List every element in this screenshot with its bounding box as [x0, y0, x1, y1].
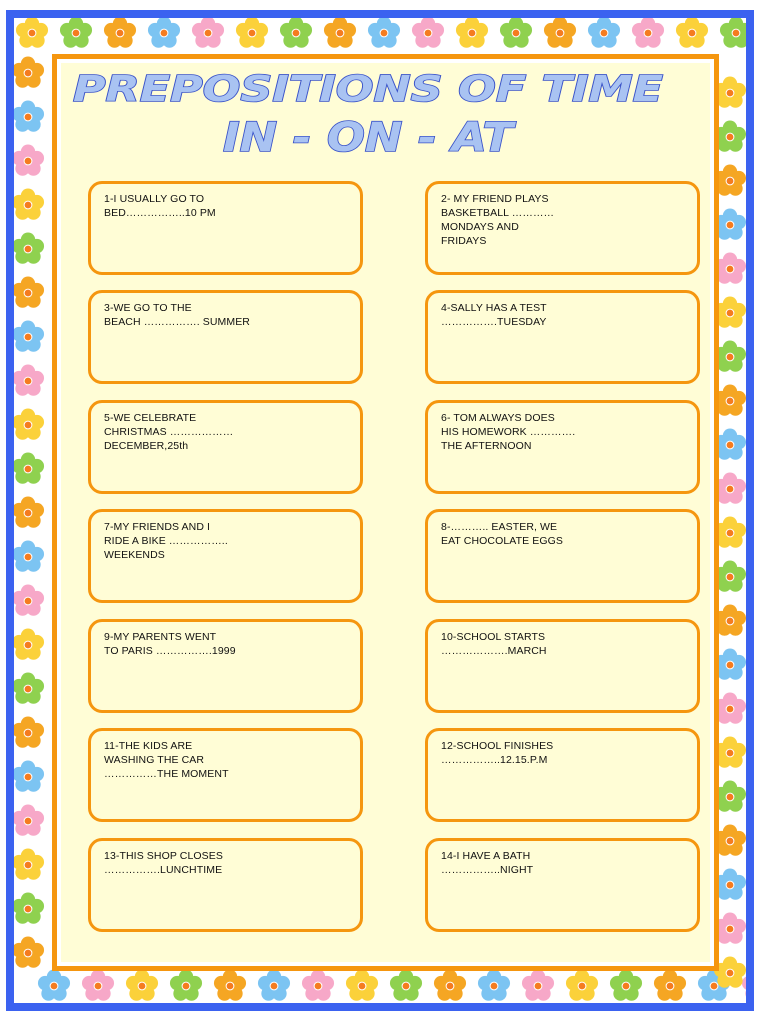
flower-icon — [14, 189, 44, 220]
flower-icon — [14, 409, 44, 440]
flower-icon — [14, 57, 44, 88]
flower-icon — [14, 453, 44, 484]
flower-icon — [390, 970, 422, 1001]
flower-icon — [170, 970, 202, 1001]
flower-icon — [368, 18, 400, 48]
exercise-card-14 — [425, 838, 700, 932]
flower-icon — [14, 321, 44, 352]
exercise-card-6 — [425, 400, 700, 494]
flower-icon — [14, 717, 44, 748]
exercise-text-2: 2- MY FRIEND PLAYS BASKETBALL ………… MONDAYS AND FRIDAYS — [441, 193, 555, 247]
flower-icon — [14, 497, 44, 528]
flower-icon — [456, 18, 488, 48]
flower-icon — [566, 970, 598, 1001]
exercise-text-6: 6- TOM ALWAYS DOES HIS HOMEWORK …………. THE AFTERNOON — [441, 412, 576, 452]
exercise-text-9: 9-MY PARENTS WENT TO PARIS …………….1999 — [104, 631, 236, 657]
exercise-card-7 — [88, 509, 363, 603]
exercise-text-3: 3-WE GO TO THE BEACH ……………. SUMMER — [104, 302, 250, 328]
flower-icon — [236, 18, 268, 48]
flower-icon — [14, 629, 44, 660]
exercise-card-9 — [88, 619, 363, 713]
exercise-text-11: 11-THE KIDS ARE WASHING THE CAR ……………THE MOMENT — [104, 740, 229, 780]
flower-icon — [214, 970, 246, 1001]
flower-icon — [632, 18, 664, 48]
flower-icon — [478, 970, 510, 1001]
exercise-card-8 — [425, 509, 700, 603]
flower-icon — [14, 805, 44, 836]
flower-icon — [14, 277, 44, 308]
inner-orange-border — [52, 54, 719, 971]
flower-icon — [412, 18, 444, 48]
flower-icon — [14, 541, 44, 572]
flower-icon — [14, 585, 44, 616]
exercise-card-3 — [88, 290, 363, 384]
worksheet-area — [61, 63, 710, 962]
flower-icon — [14, 233, 44, 264]
flower-icon — [60, 18, 92, 48]
flower-icon — [126, 970, 158, 1001]
flower-icon — [16, 18, 48, 48]
exercise-card-1 — [88, 181, 363, 275]
exercise-text-10: 10-SCHOOL STARTS ……………….MARCH — [441, 631, 547, 657]
exercise-text-5: 5-WE CELEBRATE CHRISTMAS ……………… DECEMBER,25th — [104, 412, 234, 452]
flower-icon — [280, 18, 312, 48]
flower-icon — [38, 970, 70, 1001]
flower-icon — [148, 18, 180, 48]
flower-icon — [654, 970, 686, 1001]
flower-icon — [258, 970, 290, 1001]
title-line-1: PREPOSITIONS OF TIME — [73, 69, 664, 110]
flower-icon — [610, 970, 642, 1001]
flower-icon — [104, 18, 136, 48]
exercise-card-4 — [425, 290, 700, 384]
exercise-card-5 — [88, 400, 363, 494]
exercise-text-4: 4-SALLY HAS A TEST …………….TUESDAY — [441, 302, 547, 328]
flower-icon — [192, 18, 224, 48]
exercise-text-8: 8-……….. EASTER, WE EAT CHOCOLATE EGGS — [441, 521, 563, 547]
exercise-card-11 — [88, 728, 363, 822]
exercise-card-10 — [425, 619, 700, 713]
flower-icon — [720, 18, 746, 48]
exercise-text-12: 12-SCHOOL FINISHES ……………..12.15.P.M — [441, 740, 554, 766]
exercise-text-13: 13-THIS SHOP CLOSES …………….LUNCHTIME — [104, 850, 223, 876]
flower-icon — [14, 849, 44, 880]
flower-icon — [500, 18, 532, 48]
flower-icon — [676, 18, 708, 48]
flower-icon — [14, 761, 44, 792]
flower-icon — [302, 970, 334, 1001]
exercise-card-13 — [88, 838, 363, 932]
flower-icon — [14, 937, 44, 968]
title-line-2: IN - ON - AT — [223, 115, 517, 161]
title-wordart — [61, 63, 716, 163]
flower-icon — [346, 970, 378, 1001]
flower-icon — [14, 893, 44, 924]
flower-icon — [14, 145, 44, 176]
exercise-text-1: 1-I USUALLY GO TO BED……………..10 PM — [104, 193, 216, 219]
outer-blue-border — [6, 10, 754, 1011]
flower-icon — [588, 18, 620, 48]
flower-icon — [434, 970, 466, 1001]
flower-icon — [14, 365, 44, 396]
flower-icon — [522, 970, 554, 1001]
title-block — [61, 63, 710, 163]
flower-icon — [544, 18, 576, 48]
flower-icon — [14, 101, 44, 132]
flower-icon — [82, 970, 114, 1001]
flower-icon — [324, 18, 356, 48]
exercise-text-14: 14-I HAVE A BATH ……………..NIGHT — [441, 850, 534, 876]
flower-icon — [14, 673, 44, 704]
exercise-text-7: 7-MY FRIENDS AND I RIDE A BIKE …………….. WEEKENDS — [104, 521, 228, 561]
exercise-card-2 — [425, 181, 700, 275]
exercise-card-12 — [425, 728, 700, 822]
